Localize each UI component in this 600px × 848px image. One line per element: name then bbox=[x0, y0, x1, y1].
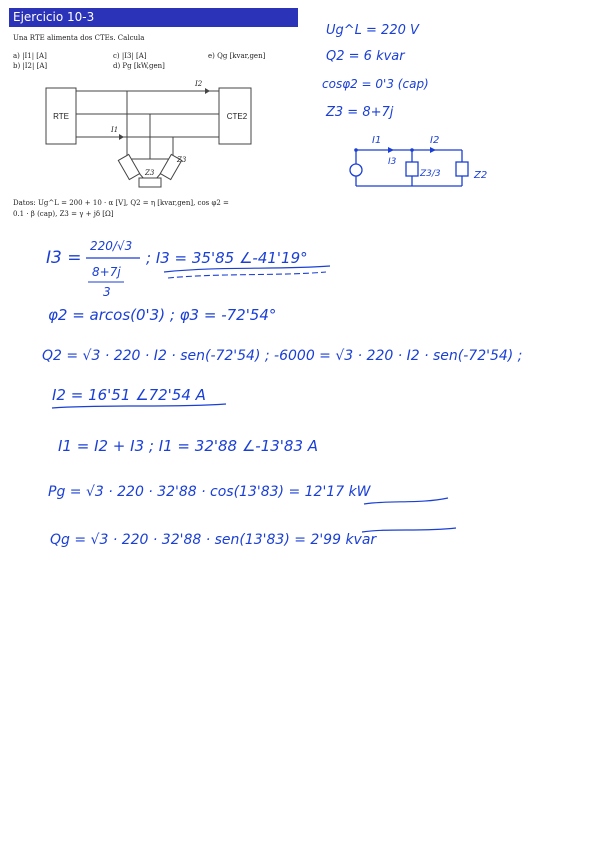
i3-lhs: I3 = bbox=[46, 248, 82, 268]
datos-line-1: Datos: Ug^L = 200 + 10 · α [V], Q2 = η [kvar,gen], cos φ2 = bbox=[13, 199, 229, 207]
item-a: a) |I1| [A] bbox=[13, 52, 47, 60]
cte-label: CTE2 bbox=[226, 112, 248, 121]
qg-result: Qg = √3 · 220 · 32'88 · sen(13'83) = 2'99 kvar bbox=[50, 532, 377, 548]
i2-result: I2 = 16'51 ∠72'54 A bbox=[52, 386, 206, 404]
z3-label: Z3 bbox=[177, 156, 187, 164]
item-b: b) |I2| [A] bbox=[13, 62, 48, 70]
rte-label: RTE bbox=[53, 112, 69, 121]
i1-result: I1 = I2 + I3 ; I1 = 32'88 ∠-13'83 A bbox=[58, 437, 319, 455]
statement-intro: Una RTE alimenta dos CTEs. Calcula bbox=[13, 34, 145, 42]
item-e: e) Qg [kvar,gen] bbox=[208, 52, 266, 60]
given-voltage: Ug^L = 220 V bbox=[326, 23, 419, 38]
pg-underline bbox=[364, 498, 448, 504]
sketch-i2: I2 bbox=[430, 135, 440, 146]
circuit-sketch bbox=[350, 150, 468, 186]
item-c: c) |I3| [A] bbox=[113, 52, 147, 60]
i3-denominator: 8+7j bbox=[92, 265, 121, 279]
i2-underline bbox=[52, 404, 226, 408]
i1-label: I1 bbox=[111, 126, 119, 134]
i3-result: ; I3 = 35'85 ∠-41'19° bbox=[146, 249, 308, 267]
given-cos: cosφ2 = 0'3 (cap) bbox=[322, 77, 429, 91]
item-d: d) Pg [kW,gen] bbox=[113, 62, 165, 70]
q2-equation: Q2 = √3 · 220 · I2 · sen(-72'54) ; -6000 = √3 · 220 · I2 · sen(-72'54) ; bbox=[42, 348, 523, 364]
given-q2: Q2 = 6 kvar bbox=[326, 49, 405, 64]
given-z3: Z3 = 8+7j bbox=[326, 105, 394, 120]
i3-denominator-3: 3 bbox=[103, 285, 111, 299]
phi-line: φ2 = arcos(0'3) ; φ3 = -72'54° bbox=[48, 306, 277, 324]
sketch-z3: Z3/3 bbox=[420, 169, 441, 179]
sketch-z2: Z2 bbox=[474, 170, 488, 181]
i3-numerator: 220/√3 bbox=[90, 239, 133, 253]
sketch-i3: I3 bbox=[388, 157, 397, 167]
z3b-label: Z3 bbox=[145, 169, 155, 177]
exercise-title: Ejercicio 10-3 bbox=[13, 10, 95, 24]
sketch-i1: I1 bbox=[372, 135, 382, 146]
pg-result: Pg = √3 · 220 · 32'88 · cos(13'83) = 12'17 kW bbox=[48, 484, 371, 500]
i3-underline-2 bbox=[168, 272, 326, 278]
datos-line-2: 0.1 · β (cap), Z3 = γ + jδ [Ω] bbox=[13, 210, 114, 218]
i2-label: I2 bbox=[195, 80, 203, 88]
